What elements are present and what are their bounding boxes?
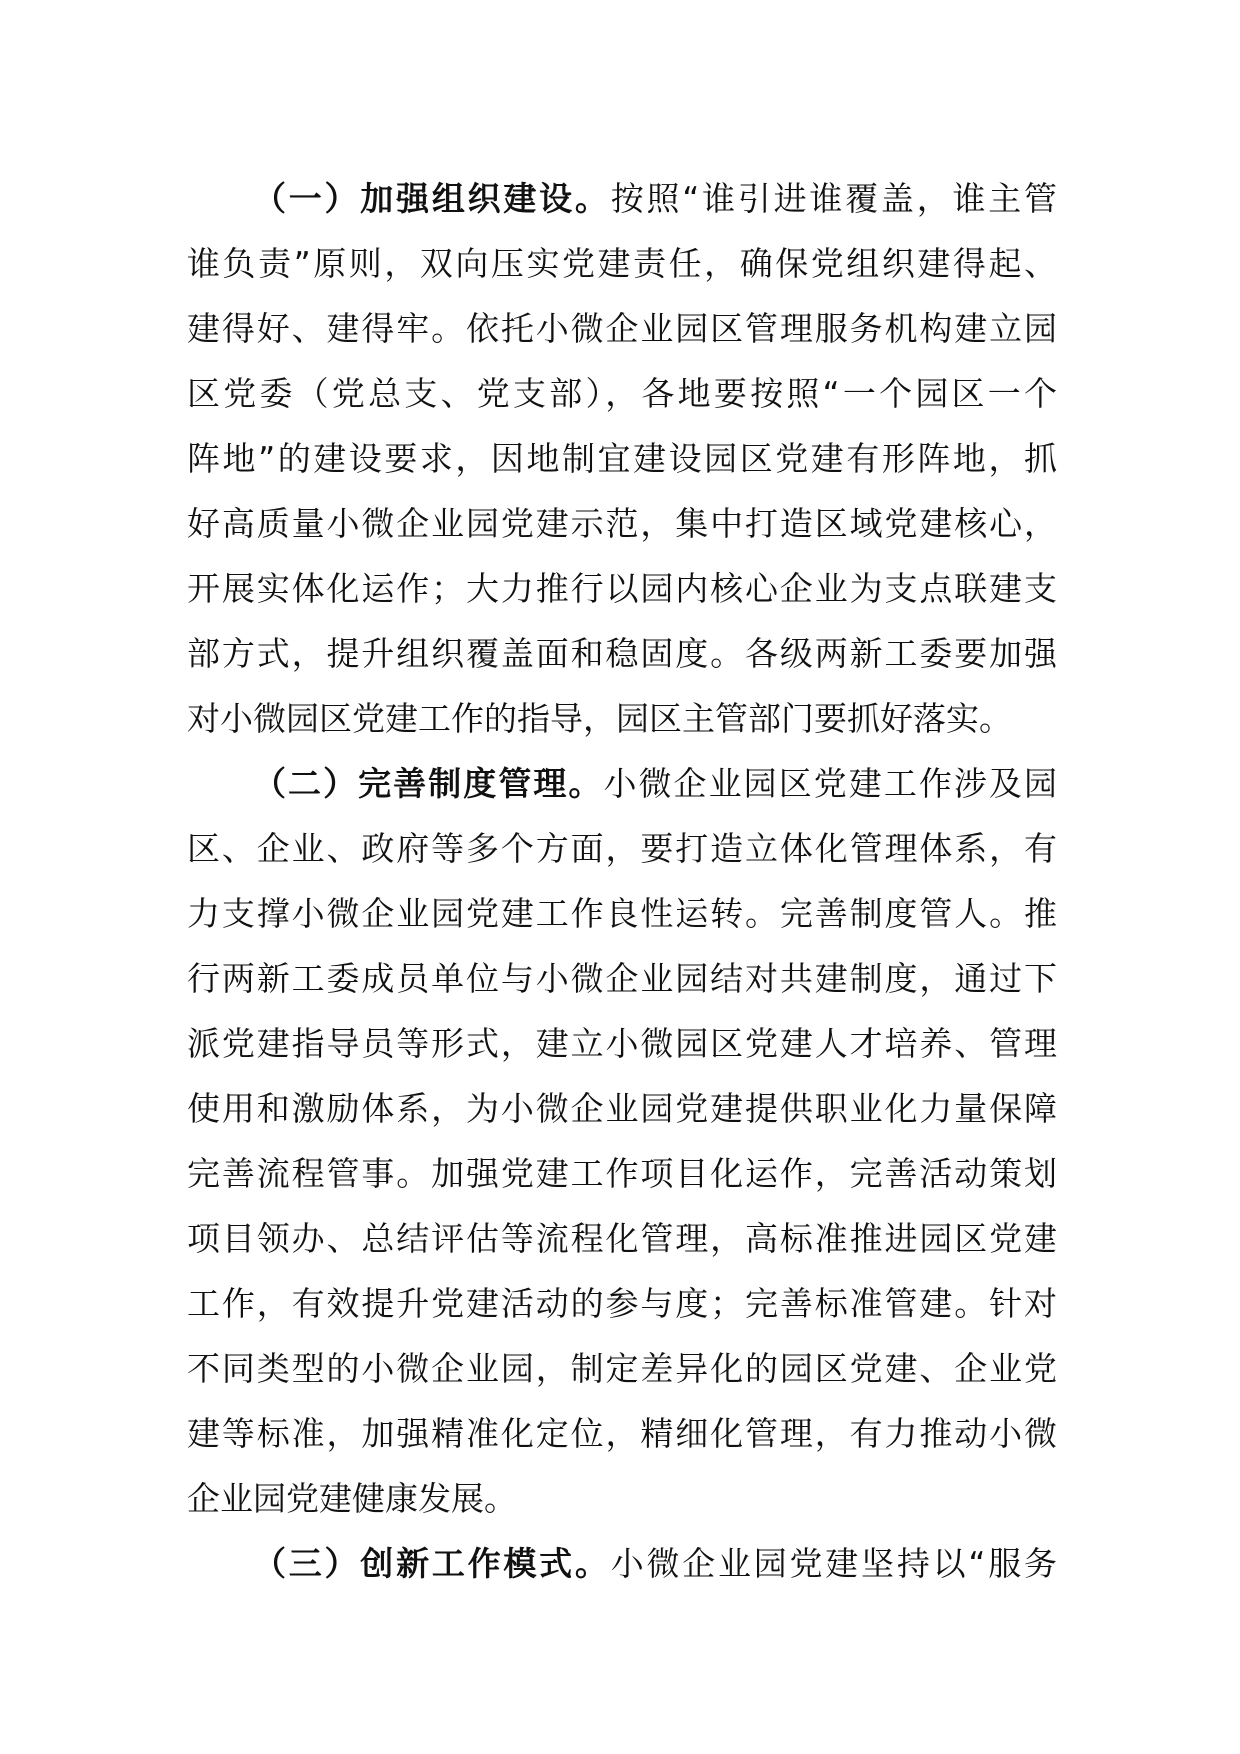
paragraph-line: 建等标准，加强精准化定位，精细化管理，有力推动小微 xyxy=(187,1414,1057,1453)
paragraph-line: 完善流程管事。加强党建工作项目化运作，完善活动策划 xyxy=(187,1154,1057,1193)
paragraph-line: 使用和激励体系，为小微企业园党建提供职业化力量保障 xyxy=(187,1089,1057,1128)
paragraph-line: 建得好、建得牢。依托小微企业园区管理服务机构建立园 xyxy=(187,309,1057,348)
section-heading: （二）完善制度管理。 xyxy=(253,764,604,803)
paragraph-line: 工作，有效提升党建活动的参与度；完善标准管建。针对 xyxy=(187,1284,1057,1323)
paragraph-line: 不同类型的小微企业园，制定差异化的园区党建、企业党 xyxy=(187,1349,1057,1388)
section-organization xyxy=(187,166,1057,751)
paragraph-line: 开展实体化运作；大力推行以园内核心企业为支点联建支 xyxy=(187,569,1057,608)
paragraph-line xyxy=(187,166,1057,231)
paragraph-line: 谁负责”原则，双向压实党建责任，确保党组织建得起、 xyxy=(187,244,1057,283)
paragraph-line xyxy=(187,751,1057,816)
paragraph-line: 对小微园区党建工作的指导，园区主管部门要抓好落实。 xyxy=(187,699,1012,738)
paragraph-line: 行两新工委成员单位与小微企业园结对共建制度，通过下 xyxy=(187,959,1057,998)
paragraph-line xyxy=(187,1531,1057,1596)
paragraph-line: 部方式，提升组织覆盖面和稳固度。各级两新工委要加强 xyxy=(187,634,1057,673)
document-body xyxy=(187,166,1057,1596)
paragraph-line: 项目领办、总结评估等流程化管理，高标准推进园区党建 xyxy=(187,1219,1057,1258)
paragraph-line: 力支撑小微企业园党建工作良性运转。完善制度管人。推 xyxy=(187,894,1057,933)
section-system-management xyxy=(187,751,1057,1531)
paragraph-line: 区、企业、政府等多个方面，要打造立体化管理体系，有 xyxy=(187,829,1057,868)
paragraph-text: 小微企业园区党建工作涉及园 xyxy=(603,764,1057,803)
paragraph-line: 派党建指导员等形式，建立小微园区党建人才培养、管理 xyxy=(187,1024,1057,1063)
paragraph-text: 小微企业园党建坚持以“服务 xyxy=(610,1544,1057,1583)
paragraph-line: 企业园党建健康发展。 xyxy=(187,1479,517,1518)
paragraph-line: 好高质量小微企业园党建示范，集中打造区域党建核心， xyxy=(187,504,1057,543)
paragraph-text: 按照“谁引进谁覆盖，谁主管 xyxy=(610,179,1057,218)
paragraph-line: 阵地”的建设要求，因地制宜建设园区党建有形阵地，抓 xyxy=(187,439,1057,478)
section-heading: （一）加强组织建设。 xyxy=(253,179,611,218)
paragraph-line: 区党委（党总支、党支部），各地要按照“一个园区一个 xyxy=(187,374,1057,413)
section-heading: （三）创新工作模式。 xyxy=(253,1544,611,1583)
section-work-model xyxy=(187,1531,1057,1596)
